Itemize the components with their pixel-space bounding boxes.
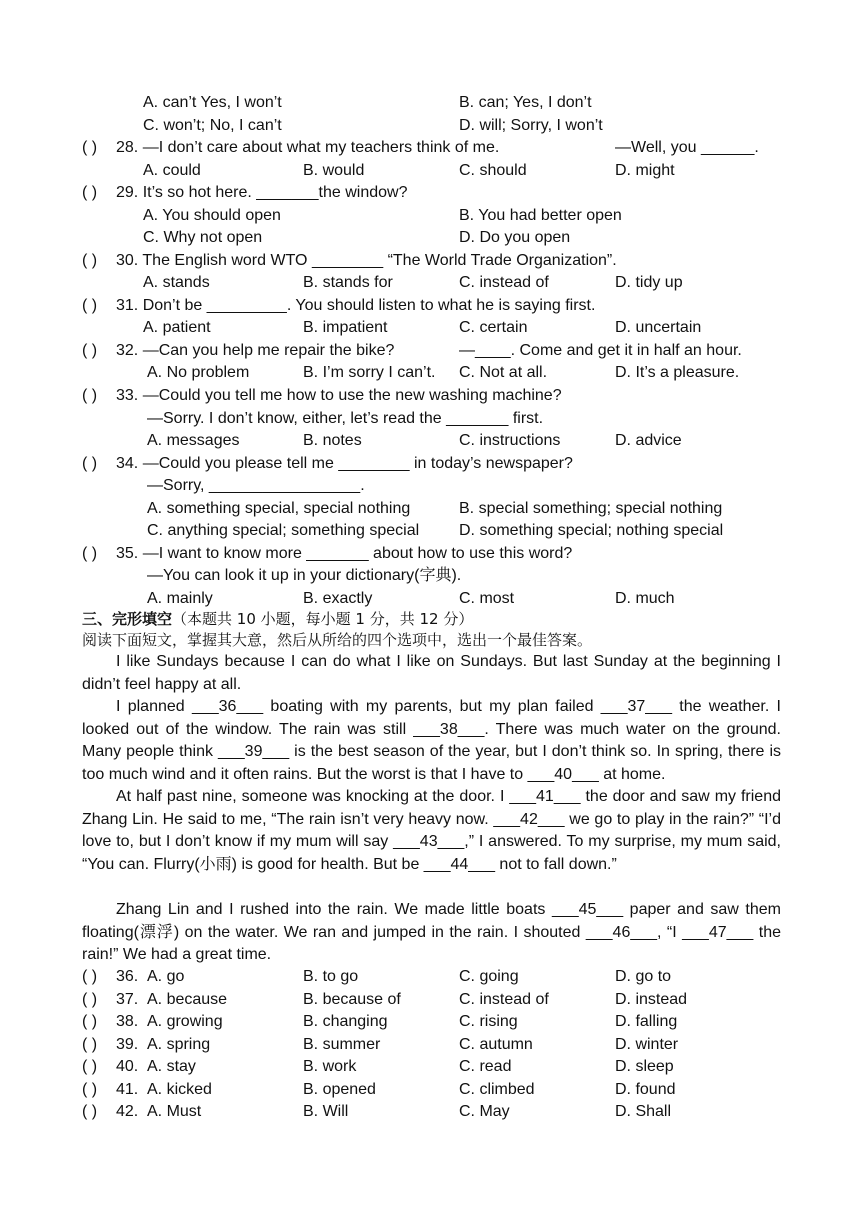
q28-option-d: D. might xyxy=(615,162,675,179)
option-a: A. because xyxy=(147,991,228,1008)
q33-stem-reply: —Sorry. I don’t know, either, let’s read the _______ first. xyxy=(147,410,544,427)
q33-stem: 33. —Could you tell me how to use the new washing machine? xyxy=(116,387,562,404)
q35-option-d: D. much xyxy=(615,590,675,607)
q28-reply: —Well, you ______. xyxy=(615,139,759,156)
answer-paren: ( ) xyxy=(82,1103,98,1120)
answer-paren: ( ) xyxy=(82,387,98,404)
q27-option-b: B. can; Yes, I don’t xyxy=(459,94,592,111)
option-b: B. because of xyxy=(303,991,401,1008)
option-b: B. to go xyxy=(303,968,359,985)
q35-option-a: A. mainly xyxy=(147,590,213,607)
passage-paragraph-1: I like Sundays because I can do what I like on Sundays. But last Sunday at the beginning I didn’t feel happy at all. xyxy=(82,653,781,693)
q32-option-c: C. Not at all. xyxy=(459,364,548,381)
q32-option-a: A. No problem xyxy=(147,364,250,381)
q34-option-a: A. something special, special nothing xyxy=(147,500,411,517)
q32-stem: 32. —Can you help me repair the bike? xyxy=(116,342,395,359)
section-note: （本题共 10 小题，每小题 1 分，共 12 分） xyxy=(172,610,474,628)
q29-stem: 29. It’s so hot here. _______the window? xyxy=(116,184,408,201)
option-d: D. Shall xyxy=(615,1103,672,1120)
answer-paren: ( ) xyxy=(82,1081,98,1098)
q31-option-a: A. patient xyxy=(143,319,211,336)
answer-paren: ( ) xyxy=(82,252,98,269)
option-c: C. climbed xyxy=(459,1081,535,1098)
question-number: 42. xyxy=(116,1103,139,1120)
option-c: C. rising xyxy=(459,1013,518,1030)
option-b: B. work xyxy=(303,1058,357,1075)
q35-option-b: B. exactly xyxy=(303,590,373,607)
passage-paragraph-4: Zhang Lin and I rushed into the rain. We made little boats ___45___ paper and saw them floating(漂浮) on the water. We ran and jumped in the rain. I shouted ___46___, “I ___47___ the rain!” We had a great time. xyxy=(82,901,781,963)
q32-option-b: B. I’m sorry I can’t. xyxy=(303,364,436,381)
q34-stem: 34. —Could you please tell me ________ in today’s newspaper? xyxy=(116,455,573,472)
q35-option-c: C. most xyxy=(459,590,515,607)
answer-paren: ( ) xyxy=(82,991,98,1008)
q33-option-c: C. instructions xyxy=(459,432,561,449)
option-c: C. read xyxy=(459,1058,512,1075)
q34-option-b: B. special something; special nothing xyxy=(459,500,723,517)
answer-paren: ( ) xyxy=(82,1036,98,1053)
option-c: C. autumn xyxy=(459,1036,533,1053)
q33-option-d: D. advice xyxy=(615,432,682,449)
option-a: A. stay xyxy=(147,1058,196,1075)
q30-option-a: A. stands xyxy=(143,274,210,291)
option-c: C. instead of xyxy=(459,991,549,1008)
option-a: A. kicked xyxy=(147,1081,212,1098)
q31-option-c: C. certain xyxy=(459,319,528,336)
q31-option-d: D. uncertain xyxy=(615,319,702,336)
q27-option-c: C. won’t; No, I can’t xyxy=(143,117,282,134)
passage-paragraph-2: I planned ___36___ boating with my parents, but my plan failed ___37___ the weather. I looked out of the window. The rain was still ___38___. There was much water on the ground. Many people think ___39___ is the best season of the year, but I don’t think so. In spring, there is too much wind and it often rains. But the worst is that I have to ___40___ at home. xyxy=(82,698,781,783)
q29-option-c: C. Why not open xyxy=(143,229,263,246)
q31-stem: 31. Don’t be _________. You should listen to what he is saying first. xyxy=(116,297,596,314)
q27-option-d: D. will; Sorry, I won’t xyxy=(459,117,603,134)
q32-option-d: D. It’s a pleasure. xyxy=(615,364,740,381)
q27-option-a: A. can’t Yes, I won’t xyxy=(143,94,282,111)
question-number: 38. xyxy=(116,1013,139,1030)
question-number: 36. xyxy=(116,968,139,985)
answer-paren: ( ) xyxy=(82,342,98,359)
option-d: D. winter xyxy=(615,1036,679,1053)
answer-paren: ( ) xyxy=(82,968,98,985)
q30-option-b: B. stands for xyxy=(303,274,393,291)
option-c: C. going xyxy=(459,968,519,985)
q32-reply: —____. Come and get it in half an hour. xyxy=(459,342,742,359)
answer-paren: ( ) xyxy=(82,184,98,201)
q30-option-d: D. tidy up xyxy=(615,274,683,291)
option-a: A. spring xyxy=(147,1036,211,1053)
q28-option-b: B. would xyxy=(303,162,365,179)
q34-option-d: D. something special; nothing special xyxy=(459,522,724,539)
section-heading xyxy=(82,609,473,629)
option-d: D. instead xyxy=(615,991,688,1008)
option-b: B. changing xyxy=(303,1013,388,1030)
q30-stem: 30. The English word WTO ________ “The World Trade Organization”. xyxy=(116,252,617,269)
q33-option-a: A. messages xyxy=(147,432,240,449)
question-number: 39. xyxy=(116,1036,139,1053)
answer-paren: ( ) xyxy=(82,297,98,314)
question-number: 37. xyxy=(116,991,139,1008)
option-a: A. go xyxy=(147,968,185,985)
option-b: B. Will xyxy=(303,1103,349,1120)
option-d: D. found xyxy=(615,1081,676,1098)
option-b: B. summer xyxy=(303,1036,381,1053)
answer-paren: ( ) xyxy=(82,1013,98,1030)
q33-option-b: B. notes xyxy=(303,432,362,449)
option-d: D. falling xyxy=(615,1013,678,1030)
option-b: B. opened xyxy=(303,1081,376,1098)
question-number: 40. xyxy=(116,1058,139,1075)
option-d: D. sleep xyxy=(615,1058,674,1075)
q29-option-b: B. You had better open xyxy=(459,207,622,224)
q28-option-a: A. could xyxy=(143,162,201,179)
answer-paren: ( ) xyxy=(82,545,98,562)
q29-option-a: A. You should open xyxy=(143,207,281,224)
q34-stem-reply: —Sorry, _________________. xyxy=(147,477,365,494)
q29-option-d: D. Do you open xyxy=(459,229,571,246)
question-number: 41. xyxy=(116,1081,139,1098)
option-c: C. May xyxy=(459,1103,510,1120)
q34-option-c: C. anything special; something special xyxy=(147,522,420,539)
q35-stem: 35. —I want to know more _______ about how to use this word? xyxy=(116,545,573,562)
passage-paragraph-3: At half past nine, someone was knocking at the door. I ___41___ the door and saw my friend Zhang Lin. He said to me, “The rain isn’t very heavy now. ___42___ we go to play in the rain?” “I’d love to, but I don’t know if my mum will say ___43___,” I answered. To my surprise, my mum said, “You can. Flurry(小雨) is good for health. But be ___44___ not to fall down.” xyxy=(82,788,781,873)
section-instruction: 阅读下面短文，掌握其大意，然后从所给的四个选项中，选出一个最佳答案。 xyxy=(82,631,593,649)
option-a: A. growing xyxy=(147,1013,223,1030)
q28-option-c: C. should xyxy=(459,162,527,179)
q31-option-b: B. impatient xyxy=(303,319,388,336)
option-a: A. Must xyxy=(147,1103,202,1120)
option-d: D. go to xyxy=(615,968,672,985)
answer-paren: ( ) xyxy=(82,455,98,472)
q28-stem: 28. —I don’t care about what my teachers think of me. xyxy=(116,139,500,156)
answer-paren: ( ) xyxy=(82,1058,98,1075)
section-title: 三、完形填空 xyxy=(82,610,173,628)
q30-option-c: C. instead of xyxy=(459,274,549,291)
answer-paren: ( ) xyxy=(82,139,98,156)
q35-stem-reply: —You can look it up in your dictionary(字典). xyxy=(147,567,462,584)
